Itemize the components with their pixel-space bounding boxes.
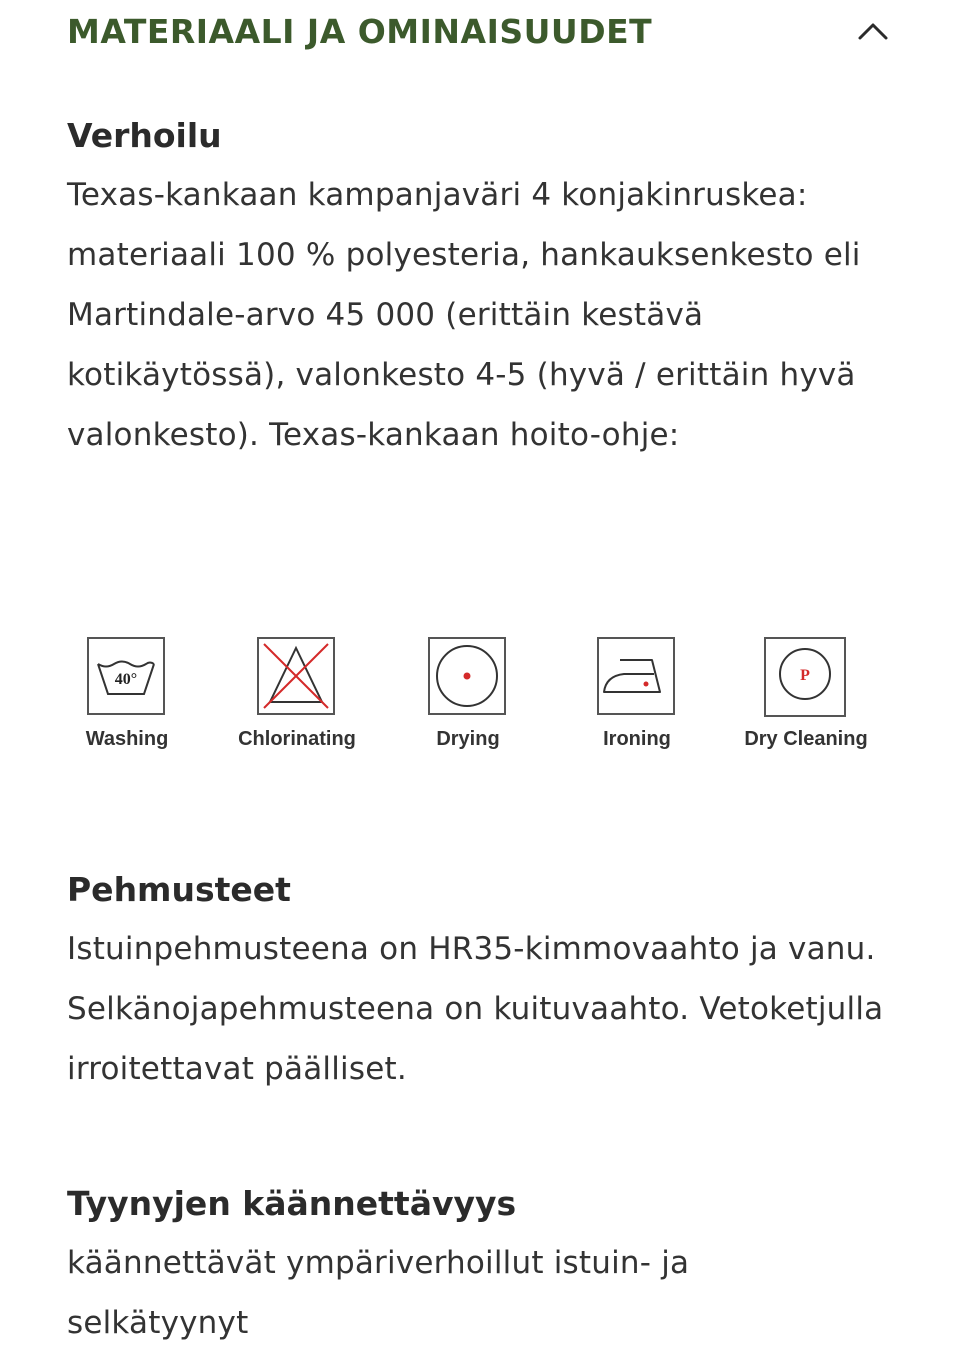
section-heading: Pehmusteet [67, 870, 291, 909]
care-item-chlorinating [222, 636, 372, 751]
washing-temp: 40° [114, 671, 138, 688]
washing-40-icon [86, 636, 168, 718]
dry-clean-p-icon [763, 636, 849, 720]
care-item-dry-cleaning [731, 636, 881, 751]
section-body: Istuinpehmusteena on HR35-kimmovaahto ja vanu. Selkänojapehmusteena on kuituvaahto. Vetoketjulla irroitettavat päälliset. [67, 931, 884, 1087]
accordion-header-materiaali[interactable] [67, 8, 893, 54]
care-symbols [60, 636, 890, 766]
dry-clean-letter: P [800, 667, 810, 684]
section-pehmusteet [67, 868, 907, 1099]
section-body: käännettävät ympäriverhoillut istuin- ja selkätyynyt [67, 1245, 690, 1341]
care-label-chlorinating: Chlorinating [238, 728, 356, 750]
care-label-ironing: Ironing [603, 728, 671, 750]
care-item-washing [52, 636, 202, 751]
care-label-dry-cleaning: Dry Cleaning [744, 728, 868, 750]
section-verhoilu [67, 114, 907, 465]
chevron-up-icon[interactable] [853, 11, 893, 51]
tumble-dry-low-icon [427, 636, 509, 718]
care-label-drying: Drying [436, 728, 500, 750]
section-tyynyt [67, 1182, 907, 1353]
do-not-bleach-icon [256, 636, 338, 718]
care-item-drying [393, 636, 543, 751]
iron-low-icon [596, 636, 678, 718]
section-heading: Verhoilu [67, 116, 222, 155]
section-heading: Tyynyjen käännettävyys [67, 1184, 517, 1223]
care-label-washing: Washing [85, 728, 169, 750]
care-item-ironing [562, 636, 712, 751]
section-body: Texas-kankaan kampanjaväri 4 konjakinruskea: materiaali 100 % polyesteria, hankauksenkesto eli Martindale-arvo 45 000 (erittäin kestävä kotikäytössä), valonkesto 4-5 (hyvä / erittäin hyvä valonkesto). Texas-kankaan hoito-ohje: [67, 177, 861, 453]
accordion-title: MATERIAALI JA OMINAISUUDET [67, 11, 653, 51]
